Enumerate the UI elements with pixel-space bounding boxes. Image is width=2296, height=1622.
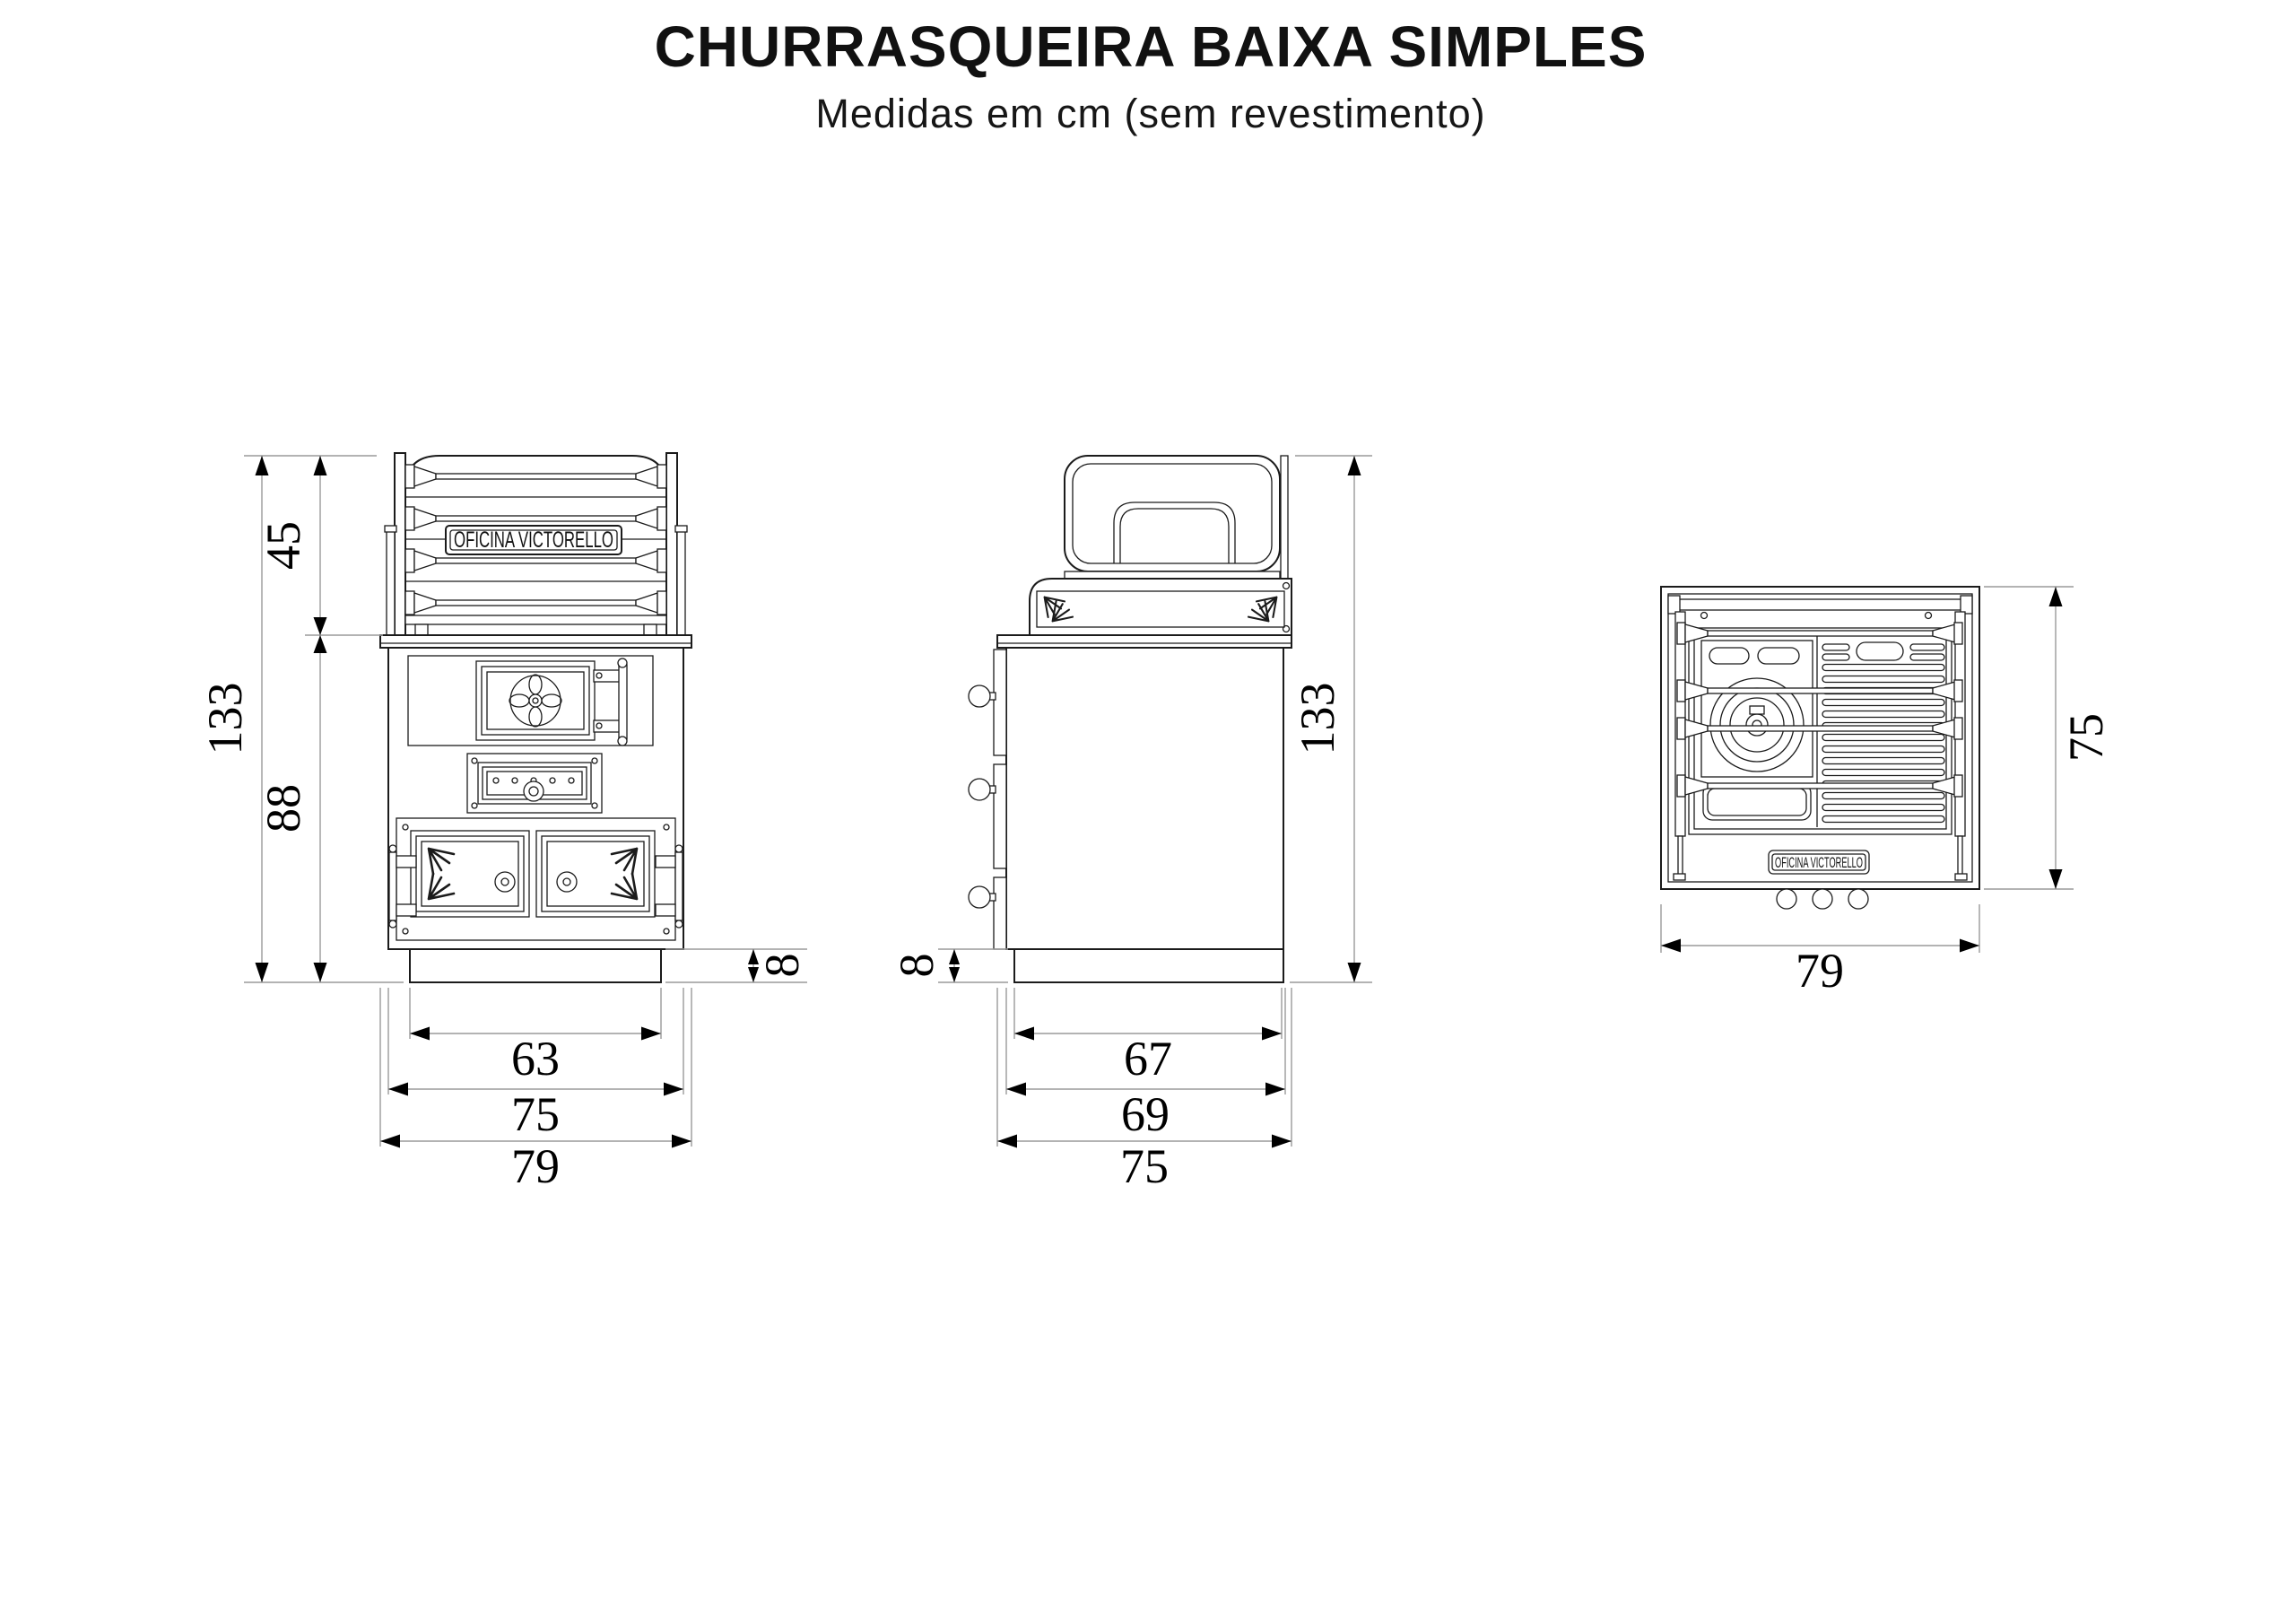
right-door-knob-icon (557, 872, 577, 892)
left-door-knob-icon (495, 872, 515, 892)
dim-side-total-height: 133 (1291, 682, 1344, 755)
front-nameplate-text: OFICINA VICTORELLO (454, 528, 613, 553)
top-knobs (1777, 889, 1868, 909)
top-knob-icon (1848, 889, 1868, 909)
side-knob-icon (969, 685, 990, 707)
side-view (969, 456, 1292, 982)
side-knobs (969, 685, 996, 908)
dim-side-total-depth: 75 (1120, 1139, 1169, 1193)
top-knob-icon (1813, 889, 1832, 909)
front-nameplate (446, 526, 622, 554)
dim-front-base-height: 8 (755, 953, 809, 978)
side-knob-icon (969, 779, 990, 800)
front-dimensions (198, 456, 809, 1193)
dim-front-total-width: 79 (511, 1139, 560, 1193)
dim-front-body-width: 75 (511, 1087, 560, 1141)
page-subtitle: Medidas em cm (sem revestimento) (815, 91, 1486, 136)
side-plinth (1014, 949, 1283, 982)
dim-side-body-depth: 69 (1121, 1087, 1170, 1141)
side-back-edge (1281, 456, 1288, 588)
vent-knob-icon (524, 781, 544, 801)
front-vent-drawer (467, 754, 602, 813)
front-countertop (380, 635, 691, 648)
dim-side-base-depth: 67 (1124, 1032, 1172, 1086)
top-view (1661, 587, 1979, 909)
oven-door-hinge (594, 658, 627, 746)
side-countertop (997, 635, 1292, 648)
side-windscreen (1065, 456, 1280, 586)
top-grill-grate (1822, 642, 1944, 823)
front-fire-doors (389, 818, 683, 940)
front-view (380, 453, 691, 982)
side-firebox (1030, 579, 1292, 635)
top-nameplate (1769, 850, 1869, 874)
top-back-rail (1668, 596, 1972, 619)
dim-top-total-width: 79 (1796, 944, 1844, 998)
header (655, 14, 1648, 136)
rack-rail (405, 615, 666, 624)
top-knob-icon (1777, 889, 1796, 909)
front-plinth (410, 949, 661, 982)
side-knob-icon (969, 886, 990, 908)
top-skewers (1677, 623, 1962, 797)
dim-front-opening-width: 63 (511, 1032, 560, 1086)
dim-side-base-height: 8 (890, 953, 944, 978)
dim-top-total-depth: 75 (2059, 713, 2113, 762)
side-body (1006, 648, 1283, 949)
top-nameplate-text: OFICINA VICTORELLO (1775, 854, 1863, 871)
dim-front-lower-height: 88 (257, 784, 310, 833)
dim-front-upper-height: 45 (257, 521, 310, 570)
dim-front-total-height: 133 (198, 682, 252, 755)
front-oven-door (408, 656, 653, 746)
page-title: CHURRASQUEIRA BAIXA SIMPLES (654, 14, 1648, 79)
